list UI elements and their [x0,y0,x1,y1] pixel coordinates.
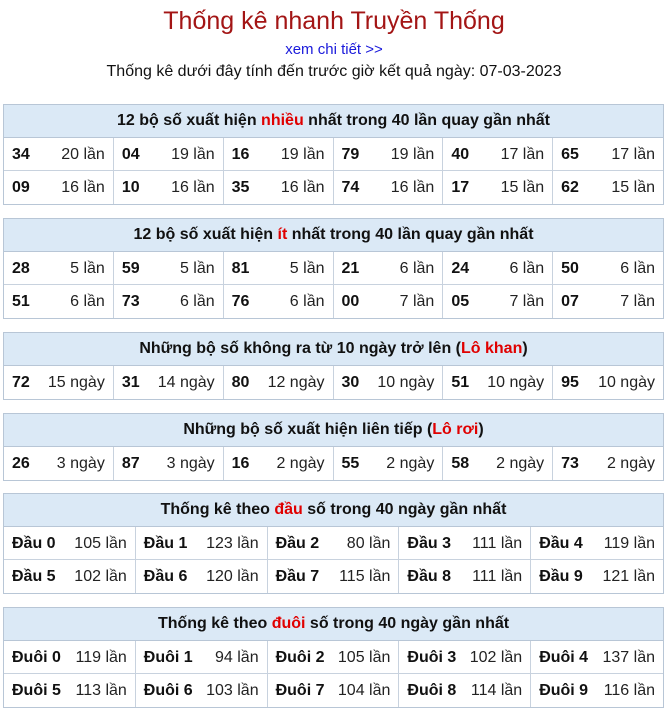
stat-value: 3 ngày [56,455,105,472]
stat-key: 28 [12,260,30,277]
stat-cell [531,641,663,674]
stat-value: 14 ngày [157,374,215,391]
stat-key: 81 [231,260,250,277]
stat-cell [399,674,531,707]
stat-key: Đuôi 7 [275,682,325,699]
stat-cell [4,171,114,204]
stats-grid [4,138,663,204]
stat-value: 2 ngày [496,455,545,472]
stat-cell [531,674,663,707]
stat-value: 15 lần [500,179,545,196]
stat-key: 51 [12,293,30,310]
stat-cell [334,138,444,171]
stat-value: 104 lần [337,682,391,699]
stat-cell [531,527,663,560]
stat-cell [4,674,136,707]
stat-value: 121 lần [602,568,655,585]
stat-value: 19 lần [280,146,325,163]
date-line: Thống kê dưới đây tính đến trước giờ kết quả ngày: 07-03-2023 [106,63,562,80]
stat-cell [443,171,553,204]
stat-key: Đuôi 8 [407,682,457,699]
stat-cell [114,171,224,204]
stat-value: 80 lần [346,535,391,552]
stat-key: 16 [231,455,250,472]
stat-value: 5 lần [289,260,325,277]
stat-value: 120 lần [206,568,259,585]
stat-cell [553,171,663,204]
stat-value: 6 lần [179,293,215,310]
stat-cell [4,366,114,399]
stat-value: 16 lần [280,179,325,196]
stat-cell [224,285,334,318]
section-title: 12 bộ số xuất hiện ít nhất trong 40 lần quay gần nhất [4,219,663,252]
stat-cell [443,138,553,171]
stat-cell [114,447,224,480]
stat-value: 7 lần [399,293,435,310]
stat-key: 30 [341,374,360,391]
stat-key: 50 [561,260,579,277]
stat-cell [4,138,114,171]
stat-value: 119 lần [603,535,655,552]
stat-value: 15 ngày [47,374,105,391]
stat-cell [399,560,531,593]
stat-value: 113 lần [75,682,127,699]
stat-key: Đuôi 4 [539,649,589,666]
view-details-link[interactable]: xem chi tiết >> [285,41,383,58]
stat-cell [531,560,663,593]
stat-value: 116 lần [603,682,655,699]
stat-key: 16 [231,146,250,163]
stat-cell [4,447,114,480]
most-frequent-section [3,104,664,205]
stat-value: 5 lần [179,260,215,277]
stat-value: 19 lần [171,146,215,163]
stat-value: 10 ngày [598,374,655,391]
stat-key: 58 [451,455,470,472]
stats-grid [4,641,663,707]
stat-value: 94 lần [215,649,259,666]
stat-key: 26 [12,455,30,472]
stat-key: 62 [561,179,579,196]
stat-key: 79 [341,146,360,163]
stat-key: 65 [561,146,579,163]
stat-value: 2 ngày [386,455,435,472]
stat-value: 7 lần [509,293,545,310]
stat-value: 6 lần [70,293,105,310]
stat-value: 16 lần [390,179,435,196]
section-title: Những bộ số không ra từ 10 ngày trở lên (Lô khan) [4,333,663,366]
least-frequent-section [3,218,664,319]
stat-value: 17 lần [500,146,545,163]
stat-cell [553,252,663,285]
stat-cell [334,366,444,399]
stat-cell [334,447,444,480]
stat-value: 10 ngày [487,374,545,391]
stat-cell [553,366,663,399]
stat-key: Đuôi 2 [275,649,325,666]
stat-value: 16 lần [61,179,105,196]
stat-value: 123 lần [206,535,259,552]
stat-key: 07 [561,293,579,310]
stat-cell [334,252,444,285]
stat-cell [399,527,531,560]
stat-key: Đuôi 9 [539,682,589,699]
stat-key: 76 [231,293,250,310]
stat-cell [4,527,136,560]
stat-cell [334,171,444,204]
stat-value: 2 ngày [606,455,655,472]
stat-cell [224,447,334,480]
stat-key: 59 [121,260,140,277]
stat-key: 31 [121,374,140,391]
stat-value: 105 lần [74,535,127,552]
stat-key: Đuôi 3 [407,649,457,666]
stat-cell [224,252,334,285]
duoi-section [3,607,664,708]
stat-value: 115 lần [339,568,391,585]
stat-key: 40 [451,146,470,163]
stat-value: 16 lần [171,179,215,196]
stat-value: 6 lần [509,260,545,277]
stat-cell [334,285,444,318]
stat-value: 17 lần [611,146,655,163]
stat-cell [136,527,268,560]
stat-cell [4,641,136,674]
stat-value: 12 ngày [267,374,325,391]
section-title: 12 bộ số xuất hiện nhiều nhất trong 40 lần quay gần nhất [4,105,663,138]
lo-khan-section [3,332,664,400]
stat-key: Đầu 5 [12,568,56,585]
stats-grid [4,252,663,318]
stat-cell [4,285,114,318]
stat-key: Đầu 9 [539,568,583,585]
stat-value: 10 ngày [377,374,435,391]
stat-value: 105 lần [337,649,391,666]
stat-key: 72 [12,374,30,391]
stat-key: 09 [12,179,30,196]
stat-key: Đầu 7 [275,568,320,585]
stat-value: 7 lần [620,293,655,310]
stat-value: 6 lần [289,293,325,310]
stat-value: 15 lần [611,179,655,196]
stat-value: 3 ngày [166,455,215,472]
stat-key: 73 [121,293,140,310]
stat-cell [224,171,334,204]
stat-cell [553,138,663,171]
lo-roi-section [3,413,664,481]
stat-cell [553,447,663,480]
stat-key: 10 [121,179,140,196]
stat-value: 5 lần [70,260,105,277]
stat-key: 80 [231,374,250,391]
stat-cell [136,560,268,593]
section-title: Những bộ số xuất hiện liên tiếp (Lô rơi) [4,414,663,447]
stat-key: Đầu 1 [143,535,188,552]
stat-value: 114 lần [470,682,523,699]
stat-key: 04 [121,146,140,163]
stat-cell [268,527,400,560]
stat-key: 34 [12,146,30,163]
stat-cell [136,674,268,707]
stat-value: 103 lần [206,682,259,699]
stat-key: Đầu 3 [407,535,451,552]
stat-cell [4,560,136,593]
stat-cell [399,641,531,674]
stat-value: 19 lần [390,146,435,163]
stat-key: Đuôi 5 [12,682,61,699]
stat-key: 87 [121,455,140,472]
stat-cell [114,366,224,399]
stat-cell [114,252,224,285]
stat-key: Đuôi 6 [143,682,193,699]
stat-value: 20 lần [61,146,105,163]
stat-key: Đuôi 0 [12,649,61,666]
stat-cell [114,138,224,171]
stat-key: 21 [341,260,360,277]
stat-value: 6 lần [620,260,655,277]
section-title: Thống kê theo đuôi số trong 40 ngày gần nhất [4,608,663,641]
stat-cell [443,366,553,399]
stat-cell [268,641,400,674]
page-title: Thống kê nhanh Truyền Thống [163,7,505,35]
stat-key: Đầu 4 [539,535,583,552]
stat-value: 111 lần [472,535,523,552]
stat-key: 74 [341,179,360,196]
stat-cell [553,285,663,318]
stat-value: 2 ngày [276,455,325,472]
stat-cell [443,252,553,285]
stat-key: 24 [451,260,470,277]
stats-grid [4,366,663,399]
stat-value: 102 lần [74,568,127,585]
stat-key: 55 [341,455,360,472]
stat-key: 73 [561,455,579,472]
stat-value: 111 lần [472,568,523,585]
stat-value: 6 lần [399,260,435,277]
stats-grid [4,447,663,480]
stat-cell [4,252,114,285]
stat-key: 51 [451,374,470,391]
stat-cell [268,674,400,707]
stat-key: 05 [451,293,470,310]
stat-value: 119 lần [75,649,127,666]
stat-cell [224,138,334,171]
stat-key: Đầu 8 [407,568,451,585]
stat-cell [268,560,400,593]
stats-grid [4,527,663,593]
stat-key: 95 [561,374,579,391]
stat-cell [443,447,553,480]
page-header [0,0,668,82]
dau-section [3,493,664,594]
stat-value: 102 lần [469,649,523,666]
stat-value: 137 lần [602,649,655,666]
section-title: Thống kê theo đầu số trong 40 ngày gần nhất [4,494,663,527]
stat-cell [114,285,224,318]
stat-key: 00 [341,293,360,310]
stat-key: Đầu 6 [143,568,188,585]
stat-cell [136,641,268,674]
stat-key: 35 [231,179,250,196]
stat-key: Đầu 2 [275,535,320,552]
stat-cell [224,366,334,399]
stat-cell [443,285,553,318]
stat-key: Đuôi 1 [143,649,193,666]
stat-key: Đầu 0 [12,535,56,552]
stat-key: 17 [451,179,470,196]
